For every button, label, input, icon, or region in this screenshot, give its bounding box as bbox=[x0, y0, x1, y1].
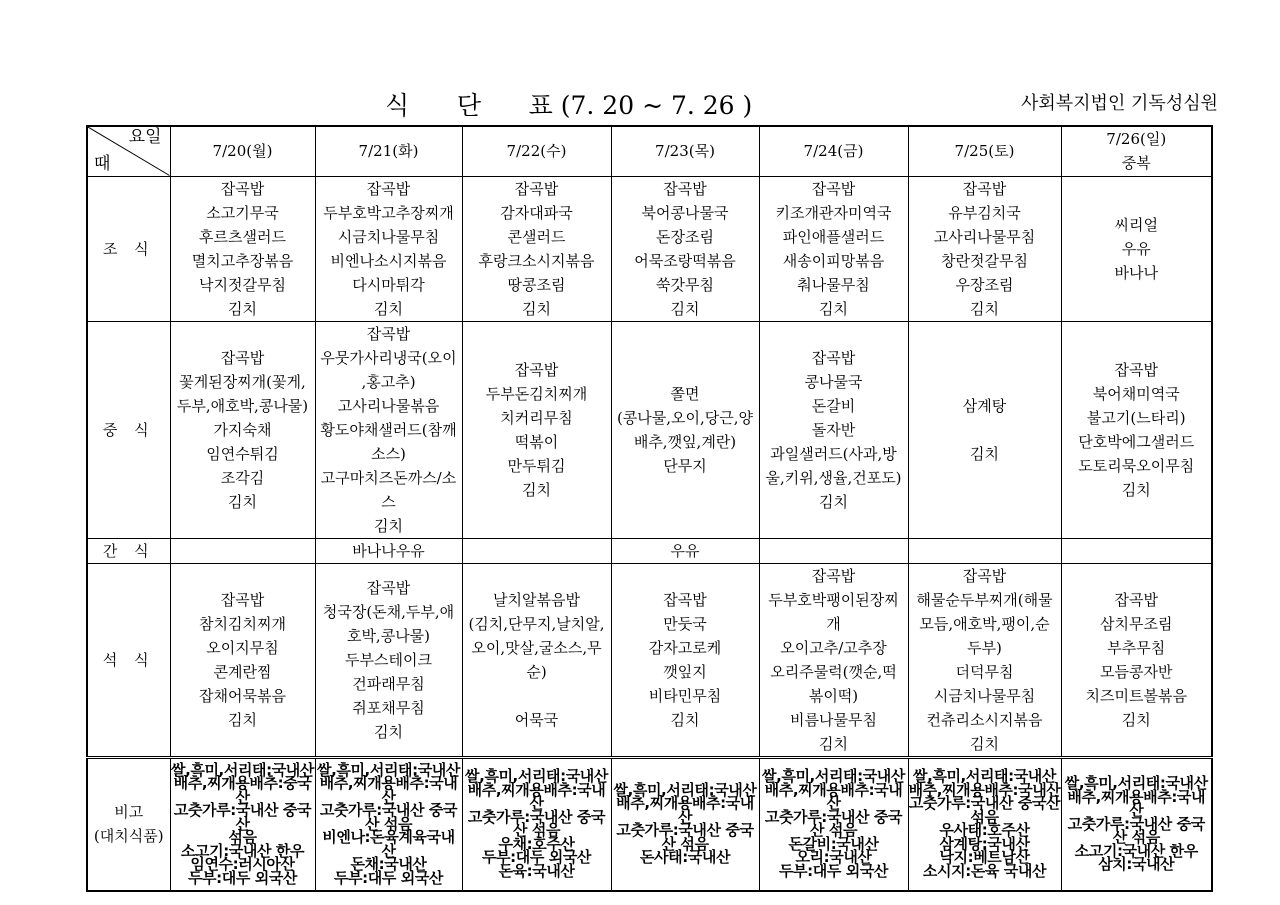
menu-item: 두부:대두 외국산 bbox=[333, 868, 444, 887]
menu-item: 김치 bbox=[374, 722, 403, 741]
menu-item: 임연수:러시아산 bbox=[190, 855, 295, 873]
menu-item: 쌀,흑미,서리태:국내산 bbox=[464, 767, 608, 786]
menu-item bbox=[463, 684, 611, 708]
menu-item: 모듬콩자반 bbox=[1100, 662, 1173, 681]
dinner-cell bbox=[611, 563, 759, 757]
snack-cell bbox=[759, 538, 908, 563]
menu-item: 섞음 bbox=[228, 828, 257, 846]
day-header-sun-date: 7/26(일) bbox=[1106, 130, 1167, 149]
dinner-cell bbox=[1061, 563, 1212, 757]
menu-item: 잡곡밥 bbox=[663, 179, 707, 198]
menu-item: 날치알볶음밥 bbox=[493, 590, 580, 609]
menu-item: ,홍고추) bbox=[361, 372, 416, 391]
menu-item: 단무지 bbox=[663, 456, 707, 475]
menu-item: 낙지젓갈무침 bbox=[199, 275, 286, 294]
menu-item: 부추무침 bbox=[1107, 638, 1166, 657]
menu-item: 김치 bbox=[374, 299, 403, 318]
day-header-sun bbox=[1061, 126, 1212, 176]
menu-item: 두부,애호박,콩나물) bbox=[176, 396, 309, 415]
lunch-label: 중 식 bbox=[87, 321, 170, 538]
menu-item bbox=[909, 418, 1061, 442]
corner-time-label: 때 bbox=[94, 153, 111, 174]
menu-item: 고춧가루:국내산 중국산 섞음 bbox=[467, 807, 606, 840]
menu-item: 두부스테이크 bbox=[345, 650, 432, 669]
menu-item: 오리주물럭(깻순,떡 bbox=[770, 662, 897, 681]
menu-item: 삼치무조림 bbox=[1100, 614, 1173, 633]
menu-item: 소고기무국 bbox=[206, 203, 279, 222]
menu-item: 깻잎지 bbox=[663, 662, 707, 681]
menu-item: 개 bbox=[826, 614, 841, 633]
menu-item: 울,키위,생율,건포도) bbox=[765, 468, 902, 487]
menu-item: 컨츄리소시지볶음 bbox=[926, 710, 1043, 729]
menu-item: 돈채:국내산 bbox=[350, 855, 427, 873]
menu-item: 콘계란찜 bbox=[213, 662, 272, 681]
menu-item: 삼치:국내산 bbox=[1098, 855, 1175, 873]
menu-item: 키조개관자미역국 bbox=[775, 203, 892, 222]
menu-item: 다시마튀각 bbox=[352, 275, 425, 294]
menu-item: 고사리나물무침 bbox=[933, 227, 1036, 246]
menu-item: 쌀,흑미,서리태:국내산 bbox=[316, 760, 460, 779]
menu-item: 씨리얼 bbox=[1114, 215, 1158, 234]
dinner-cell bbox=[462, 563, 611, 757]
menu-item: 고춧가루:국내산 중국산 섞음 bbox=[319, 801, 458, 833]
breakfast-cell bbox=[908, 176, 1061, 321]
menu-item: 임연수튀김 bbox=[206, 444, 279, 463]
notes-cell bbox=[611, 757, 759, 891]
menu-item: 참치김치찌개 bbox=[199, 614, 286, 633]
menu-item: 치커리무침 bbox=[500, 408, 573, 427]
menu-item: 잡곡밥 bbox=[514, 360, 559, 379]
menu-item: 쌀,흑미,서리태:국내산 bbox=[1064, 774, 1208, 792]
menu-item: 잡곡밥 bbox=[220, 348, 265, 367]
menu-item: 고춧가루:국내산 중국산 섞음 bbox=[1067, 814, 1205, 846]
menu-item: 김치 bbox=[970, 734, 999, 753]
menu-item: 쫄면 bbox=[670, 384, 700, 403]
menu-item: 김치 bbox=[819, 492, 848, 511]
corner-cell bbox=[87, 126, 170, 176]
menu-item: 김치 bbox=[970, 299, 999, 318]
menu-item: 쑥갓무침 bbox=[656, 275, 714, 294]
lunch-cell bbox=[908, 321, 1061, 538]
menu-item: 파인애플샐러드 bbox=[782, 227, 885, 246]
menu-item: 김치 bbox=[970, 444, 999, 463]
breakfast-cell bbox=[462, 176, 611, 321]
menu-item: 감자고로케 bbox=[648, 638, 722, 657]
dinner-cell bbox=[759, 563, 908, 757]
header-row bbox=[87, 126, 1212, 176]
menu-item: 멸치고추장볶음 bbox=[191, 251, 294, 270]
menu-item: 비엔나소시지볶음 bbox=[330, 251, 447, 270]
menu-item: 우장조림 bbox=[955, 275, 1014, 294]
snack-label: 간 식 bbox=[87, 538, 170, 563]
menu-item: 치즈미트볼볶음 bbox=[1085, 686, 1187, 705]
notes-cell bbox=[908, 757, 1061, 891]
lunch-cell bbox=[315, 321, 462, 538]
meal-plan-table bbox=[86, 125, 1213, 892]
menu-item: 삼계탕:국내산 bbox=[939, 834, 1030, 853]
lunch-cell bbox=[462, 321, 611, 538]
menu-item: 새송이피망볶음 bbox=[782, 251, 885, 270]
menu-item: 우사태:호주산 bbox=[939, 821, 1030, 840]
menu-item: 잡곡밥 bbox=[366, 179, 411, 198]
menu-item: 모듬,애호박,팽이,순 bbox=[919, 614, 1050, 633]
menu-item: 쌀,흑미,서리태:국내산 bbox=[912, 767, 1056, 786]
menu-item: 김치 bbox=[670, 710, 700, 729]
menu-item: 오이고추/고추장 bbox=[780, 638, 887, 657]
menu-item: 두부호박고추장찌개 bbox=[323, 203, 454, 222]
menu-item: 배추,찌개용배추:국내산 bbox=[319, 774, 458, 806]
menu-item: 잡곡밥 bbox=[366, 578, 411, 597]
menu-item: 건파래무침 bbox=[352, 674, 425, 693]
menu-item: 고춧가루:국내산 중국산 섞음 bbox=[908, 794, 1061, 826]
menu-item: 꽃게된장찌개(꽃게, bbox=[179, 372, 306, 391]
breakfast-row bbox=[87, 176, 1212, 321]
menu-item: 단호박에그샐러드 bbox=[1078, 432, 1195, 451]
menu-item: 해물순두부찌개(해물 bbox=[916, 590, 1053, 609]
breakfast-label: 조 식 bbox=[87, 176, 170, 321]
menu-item: 어묵조랑떡볶음 bbox=[634, 251, 736, 270]
breakfast-cell bbox=[759, 176, 908, 321]
menu-item: 후랑크소시지볶음 bbox=[478, 251, 595, 270]
menu-item: 배추,찌개용배추:국내산 bbox=[616, 794, 754, 826]
menu-item: 잡곡밥 bbox=[1114, 590, 1158, 609]
menu-item: 유부김치국 bbox=[948, 203, 1021, 222]
menu-item: 황도야채샐러드(참깨 bbox=[320, 420, 457, 439]
menu-item: 배추,깻잎,계란) bbox=[633, 432, 737, 451]
menu-item: 소고기:국내산 한우 bbox=[180, 841, 305, 860]
menu-item: 고사리나물볶음 bbox=[337, 396, 440, 415]
snack-cell bbox=[1061, 538, 1212, 563]
day-header-mon: 7/20(월) bbox=[170, 126, 315, 176]
menu-item: 두부:대두 외국산 bbox=[481, 848, 592, 867]
menu-item: 배추,찌개용배추:국내산 bbox=[467, 780, 606, 813]
notes-cell bbox=[462, 757, 611, 891]
menu-item: 돈사태:국내산 bbox=[639, 848, 731, 867]
lunch-cell bbox=[759, 321, 908, 538]
menu-item: 돈장조림 bbox=[656, 227, 714, 246]
snack-cell: 바나나우유 bbox=[315, 538, 462, 563]
menu-item: 두부:대두 외국산 bbox=[187, 868, 298, 887]
menu-item: 만둣국 bbox=[663, 614, 707, 633]
menu-item: 창란젓갈무침 bbox=[941, 251, 1028, 270]
menu-item: 우뭇가사리냉국(오이 bbox=[320, 348, 457, 367]
day-header-thu: 7/23(목) bbox=[611, 126, 759, 176]
menu-item: 배추,찌개용배추:중국산 bbox=[173, 774, 312, 806]
menu-item: 낙지:베트남산 bbox=[939, 848, 1030, 867]
menu-item: 두부호박팽이된장찌 bbox=[768, 590, 899, 609]
menu-item: 떡볶이 bbox=[514, 432, 559, 451]
menu-item: 김치 bbox=[228, 299, 257, 318]
snack-cell bbox=[462, 538, 611, 563]
menu-item: 잡곡밥 bbox=[366, 324, 411, 343]
corner-day-label: 요일 bbox=[128, 127, 162, 147]
menu-item: 김치 bbox=[522, 299, 551, 318]
menu-item: 오리:국내산 bbox=[795, 848, 872, 867]
lunch-row bbox=[87, 321, 1212, 538]
organization-name: 사회복지법인 기독성심원 bbox=[1021, 93, 1218, 114]
menu-item: 잡곡밥 bbox=[811, 179, 856, 198]
dinner-cell bbox=[908, 563, 1061, 757]
menu-item: 고구마치즈돈까스/소 bbox=[320, 468, 457, 487]
notes-cell bbox=[759, 757, 908, 891]
menu-item: 김치 bbox=[670, 299, 700, 318]
menu-item: 가지숙채 bbox=[213, 420, 272, 439]
menu-item: 스 bbox=[381, 492, 396, 511]
day-header-sun-note: 중복 bbox=[1121, 154, 1151, 173]
menu-item: 쥐포채무침 bbox=[352, 698, 425, 717]
menu-item: 도토리묵오이무침 bbox=[1078, 456, 1195, 475]
menu-item: (콩나물,오이,당근,양 bbox=[616, 408, 754, 427]
menu-item: 두부:대두 외국산 bbox=[778, 861, 889, 880]
menu-item: 쌀,흑미,서리태:국내산 bbox=[170, 760, 314, 779]
menu-item: 콩나물국 bbox=[804, 372, 863, 391]
lunch-cell bbox=[1061, 321, 1212, 538]
menu-item: 잡곡밥 bbox=[514, 179, 559, 198]
menu-item: 잡채어묵볶음 bbox=[199, 686, 286, 705]
breakfast-cell bbox=[315, 176, 462, 321]
lunch-cell bbox=[611, 321, 759, 538]
menu-item: 과일샐러드(사과,방 bbox=[770, 444, 897, 463]
breakfast-cell bbox=[170, 176, 315, 321]
menu-item: 돈갈비 bbox=[811, 396, 856, 415]
menu-item: 김치 bbox=[1121, 710, 1151, 729]
menu-item: 만두튀김 bbox=[507, 456, 566, 475]
dinner-cell bbox=[170, 563, 315, 757]
menu-item: 두부) bbox=[967, 638, 1002, 657]
menu-item: 더덕무침 bbox=[955, 662, 1014, 681]
snack-row bbox=[87, 538, 1212, 563]
menu-item: 비타민무침 bbox=[648, 686, 722, 705]
menu-item: 춰나물무침 bbox=[797, 275, 870, 294]
menu-item: 배추,찌개용배추:국내산 bbox=[908, 780, 1061, 799]
menu-item: 삼계탕 bbox=[962, 396, 1007, 415]
menu-item: 후르츠샐러드 bbox=[199, 227, 286, 246]
menu-item: 김치 bbox=[228, 710, 257, 729]
page-title: 식 단 표 (7. 20 ~ 7. 26 ) bbox=[385, 91, 753, 120]
notes-label-line2: (대치식품) bbox=[93, 827, 164, 846]
menu-item: 돌자반 bbox=[811, 420, 856, 439]
menu-item: 쌀,흑미,서리태:국내산 bbox=[761, 767, 905, 786]
menu-item: 우유 bbox=[1121, 239, 1151, 258]
menu-item: 고춧가루:국내산 중국산 섞음 bbox=[616, 821, 754, 853]
menu-item: 소스) bbox=[371, 444, 406, 463]
menu-item: 오이지무침 bbox=[206, 638, 279, 657]
menu-item: 땅콩조림 bbox=[507, 275, 566, 294]
menu-item: 바나나 bbox=[1114, 263, 1158, 282]
menu-item: 잡곡밥 bbox=[811, 566, 856, 585]
menu-item: 우채:호주산 bbox=[498, 834, 575, 853]
menu-item: 김치 bbox=[819, 299, 848, 318]
menu-item: 시금치나물무침 bbox=[933, 686, 1036, 705]
menu-item: 잡곡밥 bbox=[220, 179, 265, 198]
menu-item: 콘샐러드 bbox=[507, 227, 566, 246]
day-header-wed: 7/22(수) bbox=[462, 126, 611, 176]
menu-item: 두부돈김치찌개 bbox=[485, 384, 588, 403]
day-header-tue: 7/21(화) bbox=[315, 126, 462, 176]
notes-row bbox=[87, 757, 1212, 891]
snack-cell bbox=[908, 538, 1061, 563]
menu-item: 불고기(느타리) bbox=[1086, 408, 1186, 427]
breakfast-cell bbox=[611, 176, 759, 321]
menu-item: 북어채미역국 bbox=[1092, 384, 1180, 403]
menu-item: 잡곡밥 bbox=[962, 179, 1007, 198]
menu-item: 잡곡밥 bbox=[220, 590, 265, 609]
notes-cell bbox=[315, 757, 462, 891]
menu-item: 순) bbox=[526, 662, 547, 681]
menu-item: 김치 bbox=[819, 734, 848, 753]
menu-item: 감자대파국 bbox=[500, 203, 573, 222]
menu-item: 청국장(돈채,두부,애 bbox=[322, 602, 455, 621]
menu-item: 돈육:국내산 bbox=[498, 861, 575, 880]
menu-item: 소고기:국내산 한우 bbox=[1074, 841, 1198, 860]
snack-cell bbox=[170, 538, 315, 563]
menu-item: 잡곡밥 bbox=[811, 348, 856, 367]
lunch-cell bbox=[170, 321, 315, 538]
menu-item: 북어콩나물국 bbox=[641, 203, 729, 222]
snack-cell: 우유 bbox=[611, 538, 759, 563]
day-header-fri: 7/24(금) bbox=[759, 126, 908, 176]
notes-cell bbox=[170, 757, 315, 891]
menu-item: 볶이떡) bbox=[808, 686, 859, 705]
notes-label bbox=[87, 757, 170, 891]
menu-item: 호박,콩나물) bbox=[346, 626, 431, 645]
menu-item: 오이,맛살,굴소스,무 bbox=[471, 638, 602, 657]
dinner-label: 석 식 bbox=[87, 563, 170, 757]
breakfast-cell bbox=[1061, 176, 1212, 321]
dinner-row bbox=[87, 563, 1212, 757]
menu-item: 김치 bbox=[228, 492, 257, 511]
menu-item: 김치 bbox=[374, 516, 403, 535]
menu-item: 조각김 bbox=[220, 468, 265, 487]
dinner-cell bbox=[315, 563, 462, 757]
menu-item: 돈갈비:국내산 bbox=[788, 834, 879, 853]
menu-item: 소시지:돈육 국내산 bbox=[922, 861, 1047, 880]
menu-item: 잡곡밥 bbox=[1114, 360, 1158, 379]
menu-item: 시금치나물무침 bbox=[337, 227, 440, 246]
menu-item: 김치 bbox=[522, 480, 551, 499]
menu-item: 비름나물무침 bbox=[790, 710, 877, 729]
menu-item: 어묵국 bbox=[514, 710, 559, 729]
menu-item: 잡곡밥 bbox=[962, 566, 1007, 585]
menu-item: 배추,찌개용배추:국내산 bbox=[1067, 787, 1206, 819]
menu-item: (김치,단무지,날치알, bbox=[468, 614, 605, 633]
menu-item: 고춧가루:국내산 중국산 bbox=[173, 801, 312, 833]
menu-item: 잡곡밥 bbox=[663, 590, 707, 609]
menu-item: 배추,찌개용배추:국내산 bbox=[764, 780, 903, 813]
menu-item: 김치 bbox=[1121, 480, 1151, 499]
notes-label-line1: 비고 bbox=[114, 803, 144, 822]
day-header-sat: 7/25(토) bbox=[908, 126, 1061, 176]
menu-item: 비엔나:돈육계육국내산 bbox=[322, 828, 455, 860]
notes-cell bbox=[1061, 757, 1212, 891]
menu-item: 고춧가루:국내산 중국산 섞음 bbox=[764, 807, 903, 840]
menu-item: 쌀,흑미,서리태:국내산 bbox=[613, 780, 757, 799]
